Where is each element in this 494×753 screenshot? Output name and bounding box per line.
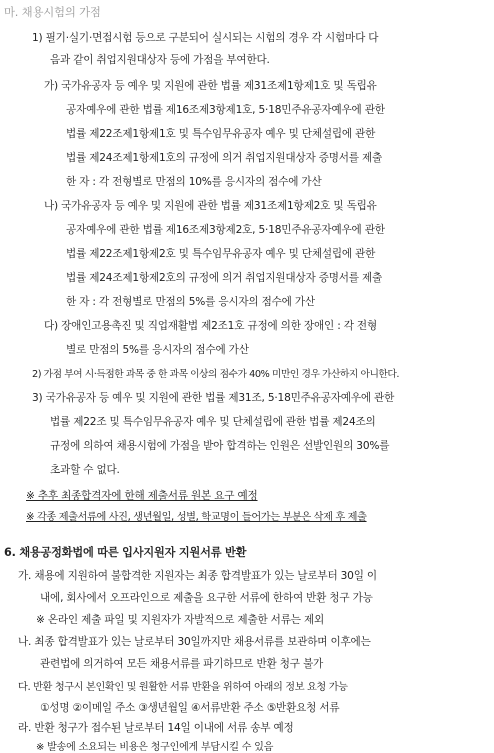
return-ra-note: ※ 발송에 소요되는 비용은 청구인에게 부담시킬 수 있음 xyxy=(36,742,274,753)
item-ga-line-1: 가) 국가유공자 등 예우 및 지원에 관한 법률 제31조제1항제1호 및 독립유 xyxy=(44,80,377,92)
section-title-exam-bonus: 마. 채용시험의 가점 xyxy=(4,5,101,19)
item-1-line-2: 음과 같이 취업지원대상자 등에 가점을 부여한다. xyxy=(50,54,270,66)
item-na-line-1: 나) 국가유공자 등 예우 및 지원에 관한 법률 제31조제1항제2호 및 독립유 xyxy=(44,200,377,212)
item-ga-line-2: 공자예우에 관한 법률 제16조제3항제1호, 5·18민주유공자예우에 관한 xyxy=(66,104,385,116)
item-na-line-3: 법률 제22조제1항제2호 및 특수임무유공자 예우 및 단체설립에 관한 xyxy=(66,248,376,260)
note-remove-personal-info: ※ 각종 제출서류에 사진, 생년월일, 성별, 학교명이 들어가는 부분은 삭제 후 제출 xyxy=(26,512,367,523)
section-title-document-return: 6. 채용공정화법에 따른 입사지원자 지원서류 반환 xyxy=(4,546,247,559)
item-ga-line-5: 한 자 : 각 전형별로 만점의 10%를 응시자의 점수에 가산 xyxy=(66,176,322,188)
item-2: 2) 가점 부여 시·득점한 과목 중 한 과목 이상의 점수가 40% 미만인 경우 가산하지 아니한다. xyxy=(32,369,399,380)
return-na-line-1: 나. 최종 합격발표가 있는 날로부터 30일까지만 채용서류를 보관하며 이후에는 xyxy=(18,636,371,648)
item-3-line-4: 초과할 수 없다. xyxy=(50,464,120,476)
note-original-docs: ※ 추후 최종합격자에 한해 제출서류 원본 요구 예정 xyxy=(26,490,258,502)
return-da-line-1: 다. 반환 청구시 본인확인 및 원활한 서류 반환을 위하여 아래의 정보 요청 가능 xyxy=(18,682,348,693)
item-3-line-2: 법률 제22조 및 특수임무유공자 예우 및 단체설립에 관한 법률 제24조의 xyxy=(50,416,376,428)
return-da-line-2: ①성명 ②이메일 주소 ③생년월일 ④서류반환 주소 ⑤반환요청 서류 xyxy=(40,702,340,714)
return-ga-line-1: 가. 채용에 지원하여 불합격한 지원자는 최종 합격발표가 있는 날로부터 30일 이 xyxy=(18,570,377,582)
return-na-line-2: 관련법에 의거하여 모든 채용서류를 파기하므로 반환 청구 불가 xyxy=(40,658,324,670)
return-ra: 라. 반환 청구가 접수된 날로부터 14일 이내에 서류 송부 예정 xyxy=(18,722,294,734)
item-ga-line-3: 법률 제22조제1항제1호 및 특수임무유공자 예우 및 단체설립에 관한 xyxy=(66,128,376,140)
item-3-line-3: 규정에 의하여 채용시험에 가점을 받아 합격하는 인원은 선발인원의 30%를 xyxy=(50,440,390,452)
item-da-line-1: 다) 장애인고용촉진 및 직업재활법 제2조1호 규정에 의한 장애인 : 각 전형 xyxy=(44,320,377,332)
item-1-line-1: 1) 필기·실기·면접시험 등으로 구분되어 실시되는 시험의 경우 각 시험마다 다 xyxy=(32,32,379,44)
return-ga-line-2: 내에, 회사에서 오프라인으로 제출을 요구한 서류에 한하여 반환 청구 가능 xyxy=(40,592,373,604)
item-ga-line-4: 법률 제24조제1항제1호의 규정에 의거 취업지원대상자 증명서를 제출 xyxy=(66,152,383,164)
return-ga-note: ※ 온라인 제출 파일 및 지원자가 자발적으로 제출한 서류는 제외 xyxy=(36,614,325,626)
item-na-line-5: 한 자 : 각 전형별로 만점의 5%를 응시자의 점수에 가산 xyxy=(66,296,315,308)
item-na-line-4: 법률 제24조제1항제2호의 규정에 의거 취업지원대상자 증명서를 제출 xyxy=(66,272,383,284)
item-3-line-1: 3) 국가유공자 등 예우 및 지원에 관한 법률 제31조, 5·18민주유공자예우에 관한 xyxy=(32,392,395,404)
item-da-line-2: 별로 만점의 5%를 응시자의 점수에 가산 xyxy=(66,344,249,356)
item-na-line-2: 공자예우에 관한 법률 제16조제3항제2호, 5·18민주유공자예우에 관한 xyxy=(66,224,385,236)
